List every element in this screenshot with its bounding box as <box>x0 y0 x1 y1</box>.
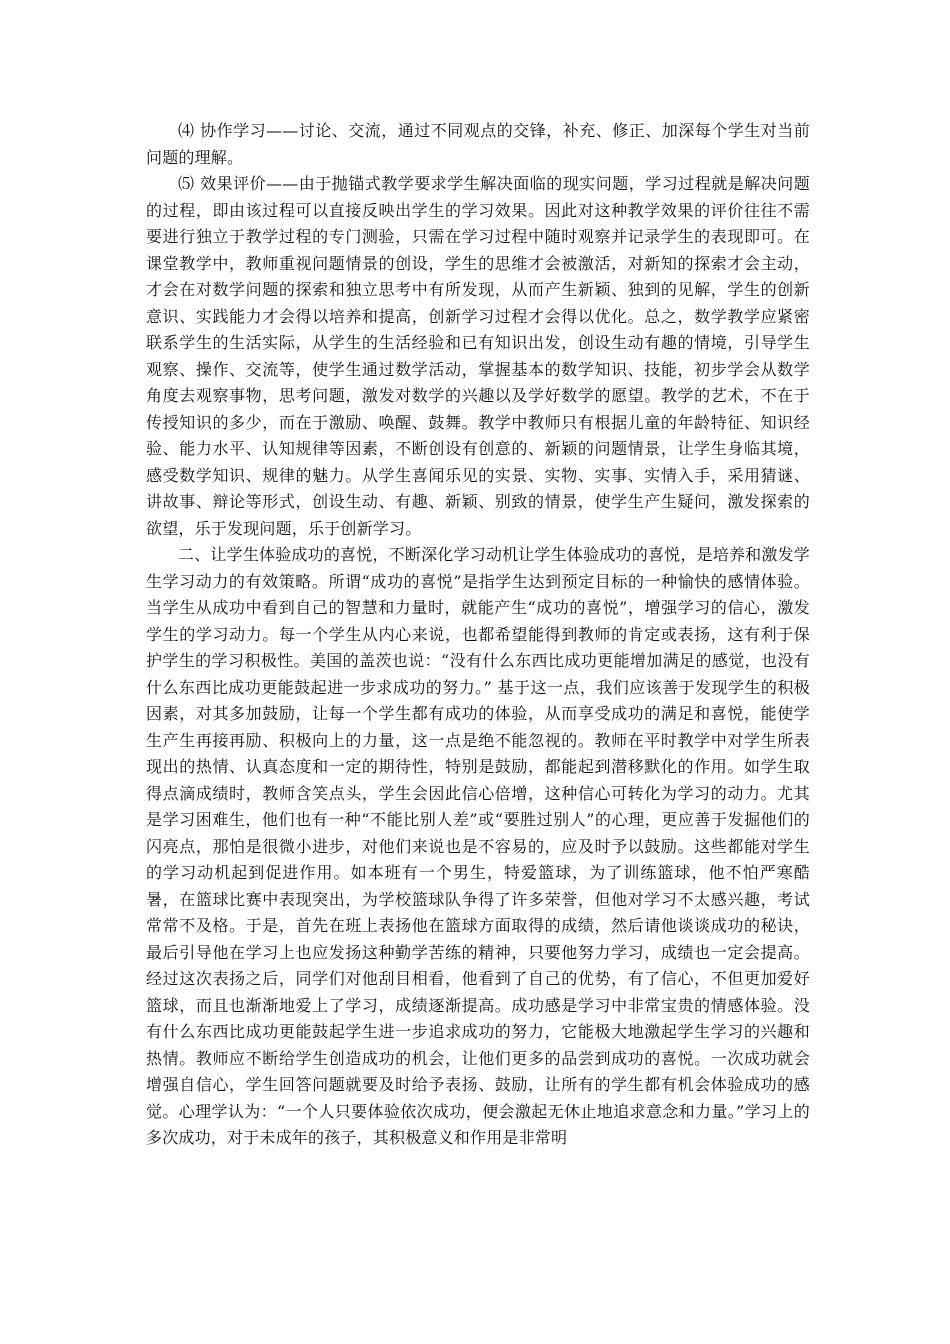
paragraph-collaborative-learning: ⑷ 协作学习——讨论、交流，通过不同观点的交锋，补充、修正、加深每个学生对当前问题的理解。 <box>146 121 810 167</box>
paragraph-effect-evaluation: ⑸ 效果评价——由于抛锚式教学要求学生解决面临的现实问题，学习过程就是解决问题的过程，即由该过程可以直接反映出学生的学习效果。因此对这种教学效果的评价往往不需要进行独立于教学过程的专门测验，只需在学习过程中随时观察并记录学生的表现即可。在课堂教学中，教师重视问题情景的创设，学生的思维才会被激活，对新知的探索才会主动，才会在对数学问题的探索和独立思考中有所发现，从而产生新颖、独到的见解，学生的创新意识、实践能力才会得以培养和提高，创新学习过程才会得以优化。总之，数学教学应紧密联系学生的生活实际，从学生的生活经验和已有知识出发，创设生动有趣的情境，引导学生观察、操作、交流等，使学生通过数学活动，掌握基本的数学知识、技能，初步学会从数学角度去观察事物，思考问题，激发对数学的兴趣以及学好数学的愿望。教学的艺术，不在于传授知识的多少，而在于激励、唤醒、鼓舞。教学中教师只有根据儿童的年龄特征、知识经验、能力水平、认知规律等因素，不断创设有创意的、新颖的问题情景，让学生身临其境，感受数学知识、规律的魅力。从学生喜闻乐见的实景、实物、实事、实情入手，采用猜谜、讲故事、辩论等形式，创设生动、有趣、新颖、别致的情景，使学生产生疑问，激发探索的欲望，乐于发现问题，乐于创新学习。 <box>146 174 810 538</box>
paragraph-experience-success: 二、让学生体验成功的喜悦，不断深化学习动机让学生体验成功的喜悦，是培养和激发学生学习动力的有效策略。所谓“成功的喜悦”是指学生达到预定目标的一种愉快的感情体验。当学生从成功中看到自己的智慧和力量时，就能产生“成功的喜悦”，增强学习的信心，激发学生的学习动力。每一个学生从内心来说，也都希望能得到教师的肯定或表扬，这有利于保护学生的学习积极性。美国的盖茨也说：“没有什么东西比成功更能增加满足的感觉，也没有什么东西比成功更能鼓起进一步求成功的努力。” 基于这一点，我们应该善于发现学生的积极因素，对其多加鼓励，让每一个学生都有成功的体验，从而享受成功的满足和喜悦，能使学生产生再接再励、积极向上的力量，这一点是绝不能忽视的。教师在平时教学中对学生所表现出的热情、认真态度和一定的期待性，特别是鼓励，都能起到潜移默化的作用。如学生取得点滴成绩时，教师含笑点头，学生会因此信心倍增，这种信心可转化为学习的动力。尤其是学习困难生，他们也有一种“不能比别人差”或“要胜过别人”的心理，更应善于发掘他们的闪亮点，那怕是很微小进步，对他们来说也是不容易的，应及时予以鼓励。这些都能对学生的学习动机起到促进作用。如本班有一个男生，特爱篮球，为了训练篮球，他不怕严寒酷暑，在篮球比赛中表现突出，为学校篮球队争得了许多荣誉，但他对学习不太感兴趣，考试常常不及格。于是，首先在班上表扬他在篮球方面取得的成绩，然后请他谈谈成功的秘诀，最后引导他在学习上也应发扬这种勤学苦练的精神，只要他努力学习，成绩也一定会提高。经过这次表扬之后，同学们对他刮目相看，他看到了自己的优势，有了信心，不但更加爱好篮球，而且也渐渐地爱上了学习，成绩逐渐提高。成功感是学习中非常宝贵的情感体验。没有什么东西比成功更能鼓起学生进一步追求成功的努力，它能极大地激起学生学习的兴趣和热情。教师应不断给学生创造成功的机会，让他们更多的品尝到成功的喜悦。一次成功就会增强自信心，学生回答问题就要及时给予表扬、鼓励，让所有的学生都有机会体验成功的感觉。心理学认为：“一个人只要体验依次成功，便会激起无休止地追求意念和力量。”学习上的多次成功，对于未成年的孩子，其积极意义和作用是非常明 <box>146 545 810 1147</box>
document-body <box>146 118 810 1152</box>
